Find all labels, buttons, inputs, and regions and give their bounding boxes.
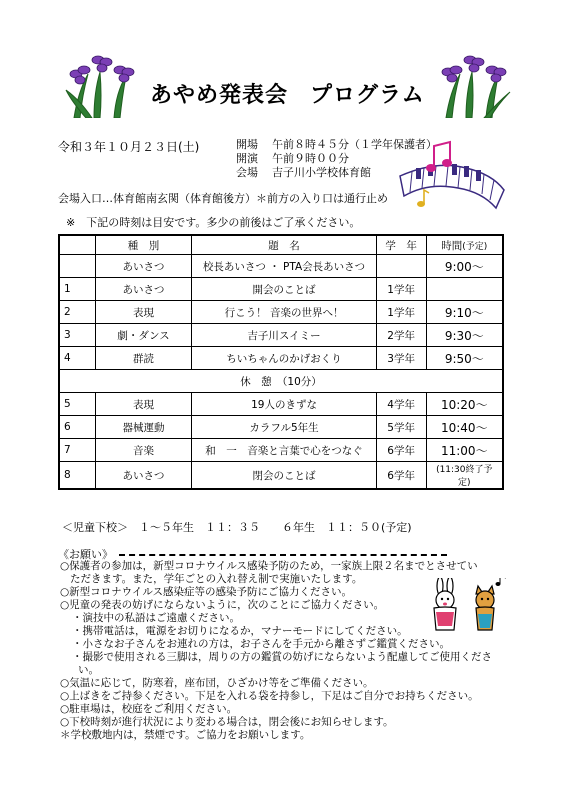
list-item: ・演技中の私語はご遠慮ください。	[72, 612, 240, 624]
table-header	[59, 235, 503, 255]
list-item: い。	[78, 664, 99, 676]
table-row: 7 音楽 和 一 音楽と言葉で心をつなぐ 6学年 11:00～	[59, 439, 503, 462]
title-sub: プログラム	[310, 83, 425, 108]
music-note-icon	[414, 188, 430, 208]
list-item: ・小さなお子さんをお連れの方は，お子さんを手元から離さずご鑑賞ください。	[72, 638, 450, 650]
list-item: ＊学校敷地内は，禁煙です。ご協力をお願いします。	[60, 729, 311, 741]
header-type: 種 別	[95, 235, 192, 255]
header-no	[59, 235, 95, 255]
list-item: ○上ばきをご持参ください。下足を入れる袋を持参し，下足はご自分でお持ちください。	[60, 690, 479, 702]
info-row: 開演 午前９時００分	[236, 152, 349, 165]
table-row: 8 あいさつ 閉会のことば 6学年 (11:30終了予定)	[59, 462, 503, 490]
info-row: 会場 吉子川小学校体育館	[236, 166, 371, 179]
list-item: ○保護者の参加は，新型コロナウイルス感染予防のため，一家族上限２名までとさせてい	[60, 560, 478, 572]
requests-heading: 《お願い》	[58, 546, 503, 562]
table-row: 2 表現 行こう！ 音楽の世界へ！ 1学年 9:10～	[59, 301, 503, 324]
list-item: ○児童の発表の妨げにならないように，次のことにご協力ください。	[60, 599, 385, 611]
table-row: あいさつ 校長あいさつ ・ PTA会長あいさつ 9:00～	[59, 255, 503, 278]
iris-flower-icon	[64, 52, 140, 118]
dashed-divider	[119, 554, 447, 556]
requests-list	[60, 560, 508, 742]
table-row: 4 群読 ちいちゃんのかげおくり 3学年 9:50～	[59, 347, 503, 370]
table-row: 5 表現 19人のきずな 4学年 10:20～	[59, 393, 503, 416]
header-time: 時間(予定)	[426, 235, 503, 255]
table-row: 3 劇・ダンス 吉子川スイミー 2学年 9:30～	[59, 324, 503, 347]
header-grade: 学 年	[376, 235, 426, 255]
program-table	[58, 234, 504, 490]
entrance-notice: 会場入口…体育館南玄関（体育館後方）＊前方の入り口は通行止め	[58, 192, 388, 205]
table-row: 6 器械運動 カラフル5年生 5学年 10:40～	[59, 416, 503, 439]
dismissal-times: ＜児童下校＞ １～５年生 １１：３５ ６年生 １１：５０(予定)	[62, 521, 412, 534]
list-item: ○気温に応じて，防寒着，座布団，ひざかけ等をご準備ください。	[60, 677, 374, 689]
list-item: ○下校時刻が進行状況により変わる場合は，閉会後にお知らせします。	[60, 716, 394, 728]
music-note-icon	[426, 140, 456, 174]
list-item: ○駐車場は，校庭をご利用ください。	[60, 703, 238, 715]
time-note: ※ 下記の時刻は目安です。多少の前後はご了承ください。	[66, 216, 361, 229]
info-row: 開場 午前８時４５分（１学年保護者）	[236, 138, 437, 151]
page-title	[150, 78, 425, 109]
list-item: ただきます。また，学年ごとの入れ替え制で実施いたします。	[70, 573, 363, 585]
list-item: ○新型コロナウイルス感染症等の感染予防にご協力ください。	[60, 586, 353, 598]
header-title: 題 名	[192, 235, 376, 255]
table-row: 1 あいさつ 開会のことば 1学年	[59, 278, 503, 301]
iris-flower-icon	[436, 52, 512, 118]
event-date: 令和３年１０月２３日(土)	[58, 140, 200, 154]
list-item: ・撮影で使用される三脚は，周りの方の鑑賞の妨げにならないよう配慮してご使用くださ	[72, 651, 492, 663]
rest-row: 休 憩 （10分）	[59, 370, 503, 393]
list-item: ・携帯電話は，電源をお切りになるか，マナーモードにしてください。	[72, 625, 408, 637]
title-main: あやめ発表会	[150, 83, 289, 108]
